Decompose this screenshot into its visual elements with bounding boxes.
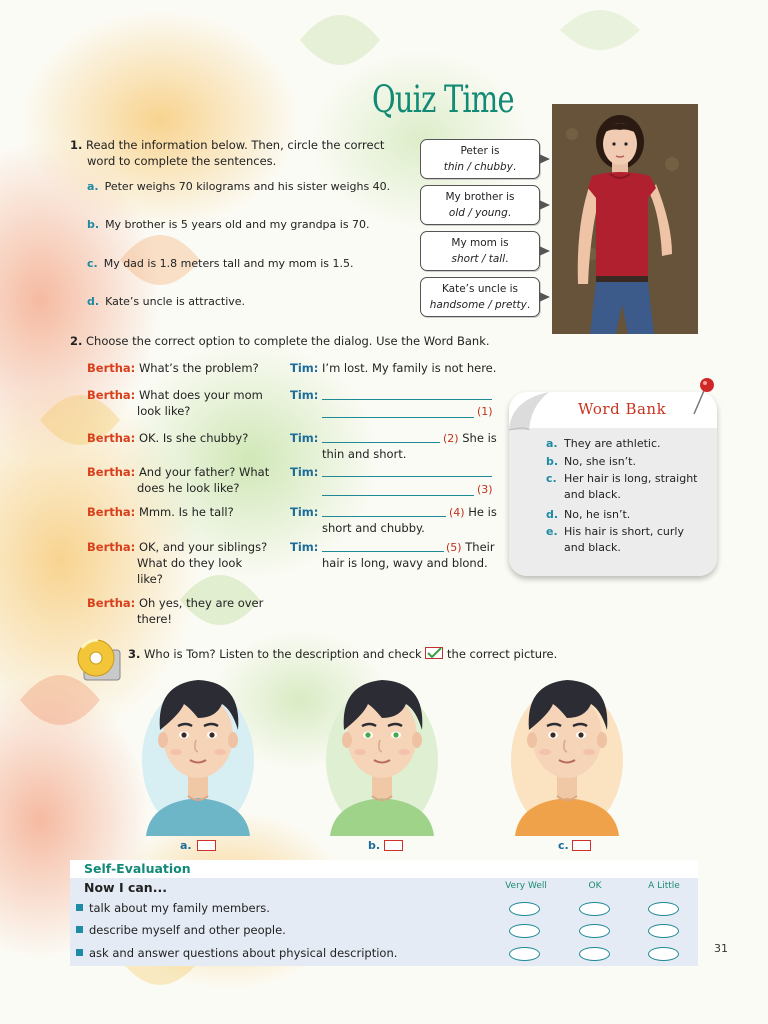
dialog-line: OK, and your siblings? bbox=[138, 540, 268, 554]
self-evaluation-title: Self-Evaluation bbox=[84, 861, 191, 876]
dialog-line: like? bbox=[137, 572, 163, 586]
left-cheek bbox=[354, 749, 366, 755]
row-text: describe myself and other people. bbox=[89, 923, 286, 937]
bubble-period: . bbox=[507, 207, 512, 219]
push-pin-icon bbox=[690, 376, 718, 418]
item-letter: b. bbox=[87, 218, 100, 231]
option-label-a: a. bbox=[180, 839, 192, 852]
rating-oval-r1-a-little[interactable] bbox=[648, 902, 679, 916]
dialog-bertha-6 bbox=[87, 539, 267, 587]
girl-photo bbox=[552, 104, 698, 334]
left-ear bbox=[158, 732, 168, 748]
checkbox-option-a[interactable] bbox=[197, 840, 216, 851]
item-letter: a. bbox=[87, 180, 99, 193]
dialog-line: I’m lost. My family is not here. bbox=[322, 361, 497, 375]
column-very-well: Very Well bbox=[505, 881, 547, 891]
speaker-tim: Tim: bbox=[290, 361, 319, 375]
boy-face-option-b[interactable] bbox=[322, 668, 442, 836]
bubble-word-choice[interactable]: old / young bbox=[448, 207, 508, 219]
speaker-tim: Tim: bbox=[290, 465, 319, 479]
rating-oval-r3-a-little[interactable] bbox=[648, 947, 679, 961]
column-ok: OK bbox=[588, 881, 602, 891]
bubble-word-choice[interactable]: thin / chubby bbox=[443, 161, 513, 173]
question-1-item-a bbox=[87, 179, 390, 194]
dialog-line: Their bbox=[465, 540, 495, 554]
bubble-line1: My mom is bbox=[451, 237, 509, 249]
dialog-tim-3 bbox=[290, 464, 318, 480]
row-text: talk about my family members. bbox=[89, 901, 270, 915]
dialog-tim-4-tail bbox=[449, 504, 497, 521]
question-3-text-before: Who is Tom? Listen to the description and check bbox=[144, 647, 422, 661]
speech-bubble-brother bbox=[420, 185, 540, 225]
speaker-bertha: Bertha: bbox=[87, 596, 136, 610]
left-ear bbox=[527, 732, 537, 748]
dialog-line: What’s the problem? bbox=[138, 361, 259, 375]
speaker-tim: Tim: bbox=[290, 505, 319, 519]
left-ear bbox=[342, 732, 352, 748]
bubble-word-choice[interactable]: short / tall bbox=[451, 253, 506, 265]
bullet-square-icon bbox=[76, 926, 83, 933]
dialog-bertha-7 bbox=[87, 595, 263, 627]
bullet-square-icon bbox=[76, 949, 83, 956]
checkbox-example-icon bbox=[425, 647, 443, 659]
answer-blank-1b[interactable] bbox=[322, 417, 474, 418]
dialog-bertha-3 bbox=[87, 430, 248, 446]
item-text: No, he isn’t. bbox=[564, 508, 631, 521]
dialog-bertha-2 bbox=[87, 387, 263, 419]
dialog-tim-5-line2: hair is long, wavy and blond. bbox=[322, 556, 488, 570]
speaker-bertha: Bertha: bbox=[87, 505, 136, 519]
item-text: Peter weighs 70 kilograms and his sister weighs 40. bbox=[104, 180, 391, 193]
rating-oval-r1-very-well[interactable] bbox=[509, 902, 540, 916]
right-ear bbox=[412, 732, 422, 748]
blank-number-2: (2) bbox=[443, 432, 459, 445]
blank-number-3: (3) bbox=[477, 483, 493, 496]
item-letter: c. bbox=[546, 472, 557, 485]
item-text: Kate’s uncle is attractive. bbox=[105, 295, 246, 308]
speaker-bertha: Bertha: bbox=[87, 540, 136, 554]
dialog-tim-2 bbox=[290, 430, 318, 446]
item-text: My dad is 1.8 meters tall and my mom is 1.5. bbox=[103, 257, 354, 270]
right-ear bbox=[228, 732, 238, 748]
dialog-bertha-4 bbox=[87, 464, 269, 496]
page-title: Quiz Time bbox=[372, 78, 514, 121]
dialog-tim-2-tail bbox=[443, 430, 497, 447]
item-text: They are athletic. bbox=[564, 437, 661, 450]
rating-oval-r1-ok[interactable] bbox=[579, 902, 610, 916]
rating-oval-r3-very-well[interactable] bbox=[509, 947, 540, 961]
left-eye bbox=[365, 732, 370, 737]
speaker-tim: Tim: bbox=[290, 540, 319, 554]
boy-face-option-c[interactable] bbox=[507, 668, 627, 836]
rating-oval-r2-very-well[interactable] bbox=[509, 924, 540, 938]
checkbox-option-b[interactable] bbox=[384, 840, 403, 851]
question-1-instructions bbox=[70, 137, 384, 169]
question-1-text-line1: Read the information below. Then, circle the correct bbox=[86, 138, 385, 152]
right-eye bbox=[393, 732, 398, 737]
item-text: Her hair is long, straight and black. bbox=[564, 472, 698, 501]
word-bank-title: Word Bank bbox=[578, 400, 667, 418]
dialog-tim-1 bbox=[290, 387, 318, 403]
blank-number-5: (5) bbox=[446, 541, 462, 554]
right-cheek bbox=[583, 749, 595, 755]
speaker-bertha: Bertha: bbox=[87, 361, 136, 375]
speech-bubble-peter bbox=[420, 139, 540, 179]
right-eye bbox=[209, 732, 214, 737]
word-bank-item-c bbox=[546, 471, 708, 503]
checkbox-option-c[interactable] bbox=[572, 840, 591, 851]
item-letter: e. bbox=[546, 525, 558, 538]
dialog-line: OK. Is she chubby? bbox=[138, 431, 249, 445]
answer-blank-3a[interactable] bbox=[322, 476, 492, 477]
dialog-line: She is bbox=[462, 431, 497, 445]
answer-blank-4[interactable] bbox=[322, 516, 446, 517]
rating-oval-r3-ok[interactable] bbox=[579, 947, 610, 961]
answer-blank-3b[interactable] bbox=[322, 495, 474, 496]
item-letter: a. bbox=[546, 437, 558, 450]
right-eye bbox=[578, 732, 583, 737]
answer-blank-1a[interactable] bbox=[322, 399, 492, 400]
self-evaluation-row-1 bbox=[76, 901, 270, 915]
girl-illustration bbox=[552, 104, 698, 334]
option-label-b: b. bbox=[368, 839, 381, 852]
self-evaluation-row-3 bbox=[76, 946, 397, 960]
bubble-period: . bbox=[526, 299, 531, 311]
question-1-number: 1. bbox=[70, 138, 83, 152]
dialog-bertha-1 bbox=[87, 360, 259, 376]
option-label-c: c. bbox=[558, 839, 569, 852]
question-2-instructions bbox=[70, 333, 490, 349]
word-bank-item-a bbox=[546, 436, 708, 452]
item-letter: b. bbox=[546, 455, 559, 468]
row-text: ask and answer questions about physical description. bbox=[89, 946, 398, 960]
speaker-tim: Tim: bbox=[290, 388, 319, 402]
blank-number-4: (4) bbox=[449, 506, 465, 519]
self-evaluation-row-2 bbox=[76, 923, 286, 937]
answer-blank-2[interactable] bbox=[322, 442, 440, 443]
speaker-bertha: Bertha: bbox=[87, 388, 136, 402]
rating-oval-r2-a-little[interactable] bbox=[648, 924, 679, 938]
question-1-item-d bbox=[87, 294, 245, 309]
item-letter: d. bbox=[87, 295, 100, 308]
left-cheek bbox=[539, 749, 551, 755]
dialog-line: there! bbox=[137, 612, 173, 626]
bubble-period: . bbox=[512, 161, 517, 173]
left-eye bbox=[181, 732, 186, 737]
self-evaluation-box bbox=[70, 860, 698, 966]
dialog-line: What does your mom bbox=[138, 388, 263, 402]
blank-number-1: (1) bbox=[477, 405, 493, 418]
page-curl-decoration bbox=[505, 388, 555, 434]
item-text: No, she isn’t. bbox=[564, 455, 636, 468]
speaker-bertha: Bertha: bbox=[87, 465, 136, 479]
audio-cd-icon[interactable] bbox=[74, 636, 124, 686]
item-text: His hair is short, curly and black. bbox=[564, 525, 684, 554]
question-3-text-after: the correct picture. bbox=[447, 647, 558, 661]
word-bank-item-d bbox=[546, 507, 708, 523]
dialog-line: He is bbox=[468, 505, 497, 519]
page-number: 31 bbox=[714, 942, 728, 955]
right-cheek bbox=[398, 749, 410, 755]
left-cheek bbox=[170, 749, 182, 755]
question-3-number: 3. bbox=[128, 647, 141, 661]
word-bank-item-b bbox=[546, 454, 708, 470]
right-cheek bbox=[214, 749, 226, 755]
dialog-line: And your father? What bbox=[138, 465, 270, 479]
rating-oval-r2-ok[interactable] bbox=[579, 924, 610, 938]
dialog-tim-4-line2: short and chubby. bbox=[322, 521, 425, 535]
speaker-tim: Tim: bbox=[290, 431, 319, 445]
word-bank-item-e bbox=[546, 524, 708, 556]
speaker-bertha: Bertha: bbox=[87, 431, 136, 445]
dialog-tim-5-tail bbox=[446, 539, 495, 556]
dialog-tim-5 bbox=[290, 539, 318, 555]
dialog-line: does he look like? bbox=[137, 481, 240, 495]
bullet-square-icon bbox=[76, 904, 83, 911]
answer-blank-5[interactable] bbox=[322, 551, 444, 552]
question-2-number: 2. bbox=[70, 334, 83, 348]
speech-bubble-mom bbox=[420, 231, 540, 271]
item-text: My brother is 5 years old and my grandpa is 70. bbox=[105, 218, 370, 231]
dialog-tim-2-line2: thin and short. bbox=[322, 447, 407, 461]
dialog-tim-4 bbox=[290, 504, 318, 520]
boy-face-option-a[interactable] bbox=[138, 668, 258, 836]
right-ear bbox=[597, 732, 607, 748]
bubble-period: . bbox=[505, 253, 509, 265]
bubble-line1: Kate’s uncle is bbox=[441, 283, 519, 295]
dialog-line: What do they look bbox=[137, 556, 243, 570]
dialog-line: Oh yes, they are over bbox=[138, 596, 264, 610]
dialog-bertha-5 bbox=[87, 504, 234, 520]
self-evaluation-subtitle: Now I can... bbox=[84, 880, 167, 895]
left-eye bbox=[550, 732, 555, 737]
question-3-instructions bbox=[128, 646, 557, 662]
dialog-tim-0 bbox=[290, 360, 496, 376]
bubble-line1: Peter is bbox=[460, 145, 500, 157]
question-1-item-c bbox=[87, 256, 354, 271]
speech-bubble-uncle bbox=[420, 277, 540, 317]
dialog-line: look like? bbox=[137, 404, 191, 418]
question-2-text: Choose the correct option to complete the dialog. Use the Word Bank. bbox=[86, 334, 490, 348]
bubble-line1: My brother is bbox=[445, 191, 515, 203]
item-letter: c. bbox=[87, 257, 98, 270]
question-1-item-b bbox=[87, 217, 370, 232]
question-1-text-line2: word to complete the sentences. bbox=[87, 154, 277, 168]
item-letter: d. bbox=[546, 508, 559, 521]
dialog-line: Mmm. Is he tall? bbox=[138, 505, 234, 519]
column-a-little: A Little bbox=[648, 881, 680, 891]
bubble-word-choice[interactable]: handsome / pretty bbox=[429, 299, 527, 311]
